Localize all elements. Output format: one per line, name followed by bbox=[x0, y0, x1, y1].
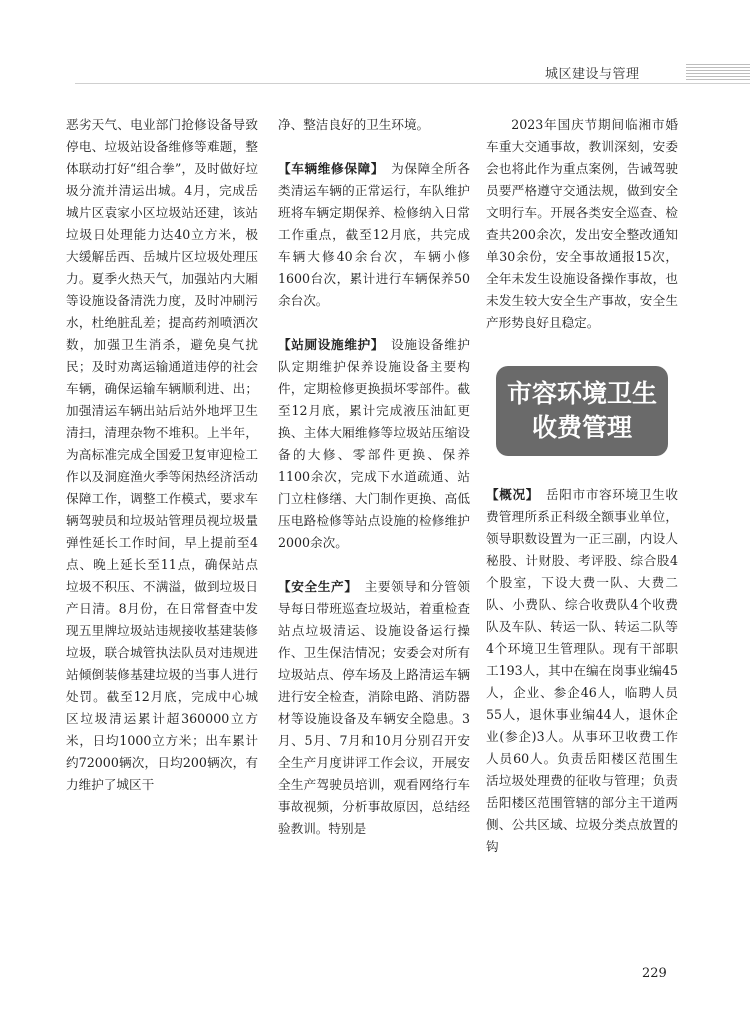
col2-continuation: 净、整洁良好的卫生环境。 bbox=[278, 117, 430, 132]
vehicle-maintenance-text: 为保障全所各类清运车辆的正常运行，车队维护班将车辆定期保养、检修纳入日常工作重点，截至12月底，共完成车辆大修40余台次，车辆小修1600台次，累计进行车辆保养50余台次。 bbox=[278, 161, 471, 308]
col3-continuation: 2023年国庆节期间临湘市婚车重大交通事故，教训深刻，安委会也将此作为重点案例，告诫驾驶员要严格遵守交通法规，做到安全文明行车。开展各类安全巡查、检查共200余次，发出安全整改通知单30余份，安全事故通报15次，全年未发生设施设备操作事故，也未发生较大安全生产事故，安全生产形势良好且稳定。 bbox=[486, 117, 678, 330]
overview-paragraph bbox=[486, 484, 678, 858]
header-decoration-bars bbox=[686, 64, 750, 80]
column-1 bbox=[66, 114, 258, 796]
vehicle-maintenance-paragraph bbox=[278, 158, 470, 312]
overview-label: 【概况】 bbox=[486, 487, 533, 502]
section-title-line-2: 收费管理 bbox=[531, 413, 632, 442]
vehicle-maintenance-label: 【车辆维修保障】 bbox=[278, 161, 378, 176]
section-title-line-1: 市容环境卫生 bbox=[506, 379, 657, 408]
header-rule bbox=[75, 83, 750, 84]
station-maintenance-paragraph bbox=[278, 334, 470, 554]
safety-production-text: 主要领导和分管领导每日带班巡查垃圾站，着重检查站点垃圾清运、设施设备运行操作、卫生保洁情况；安委会对所有垃圾站点、停车场及上路清运车辆进行安全检查，消除电路、消防器材等设施设备及车辆安全隐患。3月、5月、7月和10月分别召开安全生产月度讲评工作会议，开展安全生产驾驶员培训，观看网络行车事故视频，分析事故原因，总结经验教训。特别是 bbox=[278, 579, 471, 836]
col1-paragraph: 恶劣天气、电业部门抢修设备导致停电、垃圾站设备维修等难题，整体联动打好“组合拳”，及时做好垃圾分流并清运出城。4月，完成岳城片区袁家小区垃圾站还建，该站垃圾日处理能力达40立方米，极大缓解岳西、岳城片区垃圾处理压力。夏季火热天气，加强站内大厢等设施设备清洗力度，及时冲刷污水，杜绝脏乱差；提高药剂喷洒次数，加强卫生消杀，避免臭气扰民；及时劝离运输通道违停的社会车辆，确保运输车辆顺利进、出；加强清运车辆出站后站外地坪卫生清扫，清理杂物不堆积。上半年，为高标准完成全国爱卫复审迎检工作以及洞庭渔火季等闲热经济活动保障工作，调整工作模式，要求车辆驾驶员和垃圾站管理员视垃圾量弹性延长工作时间，早上提前至4点、晚上延长至11点，确保站点垃圾不积压、不满溢，做到垃圾日产日清。8月份，在日常督查中发现五里牌垃圾站违规接收基建装修垃圾，联合城管执法队员对违规进站倾倒装修基建垃圾的当事人进行处罚。截至12月底，完成中心城区垃圾清运累计超360000立方米，日均1000立方米；出车累计约72000辆次，日均200辆次，有力维护了城区干 bbox=[66, 117, 258, 792]
section-header-title: 城区建设与管理 bbox=[545, 67, 640, 82]
page-number: 229 bbox=[642, 966, 667, 981]
station-maintenance-text: 设施设备维护队定期维护保养设施设备主要构件，定期检修更换损坏零部件。截至12月底，累计完成液压油缸更换、主体大厢维修等垃圾站压缩设备的大修、零部件更换、保养1100余次，完成下水道疏通、站门立柱修缮、大门制作更换、高低压电路检修等站点设施的检修维护2000余次。 bbox=[278, 337, 471, 550]
station-maintenance-label: 【站厕设施维护】 bbox=[278, 337, 378, 352]
column-3 bbox=[486, 114, 678, 858]
section-title-box bbox=[496, 366, 668, 456]
overview-text: 岳阳市市容环境卫生收费管理所系正科级全额事业单位，领导职数设置为一正三副，内设人秘股、计财股、考评股、综合股4个股室，下设大费一队、大费二队、小费队、综合收费队4个收费队及车队、转运一队、转运二队等4个环境卫生管理队。现有干部职工193人，其中在编在岗事业编45人，企业、参企46人，临聘人员55人，退休事业编44人，退休企业(参企)3人。从事环卫收费工作人员60人。负责岳阳楼区范围生活垃圾处理费的征收与管理；负责岳阳楼区范围管辖的部分主干道两侧、公共区域、垃圾分类点放置的钩 bbox=[486, 487, 679, 854]
safety-production-label: 【安全生产】 bbox=[278, 579, 352, 594]
column-2 bbox=[278, 114, 470, 840]
safety-production-paragraph bbox=[278, 576, 470, 840]
